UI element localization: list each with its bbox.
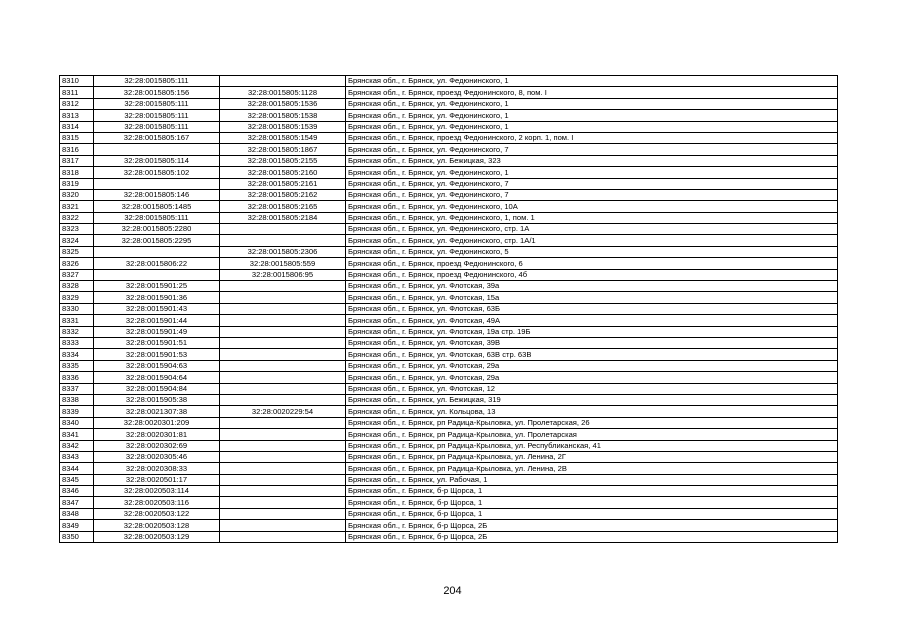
address-cell: Брянская обл., г. Брянск, ул. Флотская, 63В стр. 63В — [346, 349, 838, 360]
object-cadastral-number-cell — [220, 292, 346, 303]
address-cell: Брянская обл., г. Брянск, б-р Щорса, 2Б — [346, 520, 838, 531]
table-row — [60, 87, 838, 98]
table-row — [60, 372, 838, 383]
object-cadastral-number-cell — [220, 451, 346, 462]
row-number-cell: 8340 — [60, 417, 94, 428]
address-cell: Брянская обл., г. Брянск, ул. Федюнинского, 7 — [346, 189, 838, 200]
row-number-cell: 8346 — [60, 486, 94, 497]
row-number-cell: 8341 — [60, 429, 94, 440]
address-cell: Брянская обл., г. Брянск, проезд Федюнинского, 6 — [346, 258, 838, 269]
row-number-cell: 8350 — [60, 531, 94, 542]
address-cell: Брянская обл., г. Брянск, ул. Федюнинского, 1 — [346, 98, 838, 109]
object-cadastral-number-cell — [220, 281, 346, 292]
table-row — [60, 201, 838, 212]
address-cell: Брянская обл., г. Брянск, ул. Флотская, 49А — [346, 315, 838, 326]
cadastral-number-cell: 32:28:0015901:43 — [94, 303, 220, 314]
row-number-cell: 8330 — [60, 303, 94, 314]
table-row — [60, 212, 838, 223]
object-cadastral-number-cell — [220, 394, 346, 405]
cadastral-number-cell: 32:28:0020308:33 — [94, 463, 220, 474]
page-number: 204 — [443, 585, 462, 597]
cadastral-number-cell: 32:28:0015805:2280 — [94, 224, 220, 235]
address-cell: Брянская обл., г. Брянск, проезд Федюнинского, 2 корп. 1, пом. I — [346, 132, 838, 143]
cadastral-number-cell: 32:28:0015805:111 — [94, 212, 220, 223]
address-cell: Брянская обл., г. Брянск, ул. Флотская, 29а — [346, 360, 838, 371]
row-number-cell: 8347 — [60, 497, 94, 508]
row-number-cell: 8344 — [60, 463, 94, 474]
cadastral-number-cell: 32:28:0015805:111 — [94, 76, 220, 87]
table-row — [60, 167, 838, 178]
cadastral-number-cell: 32:28:0015805:102 — [94, 167, 220, 178]
cadastral-number-cell: 32:28:0015805:114 — [94, 155, 220, 166]
object-cadastral-number-cell — [220, 303, 346, 314]
row-number-cell: 8316 — [60, 144, 94, 155]
table-row — [60, 235, 838, 246]
table-row — [60, 292, 838, 303]
address-cell: Брянская обл., г. Брянск, ул. Федюнинского, 1, пом. 1 — [346, 212, 838, 223]
address-cell: Брянская обл., г. Брянск, ул. Федюнинского, стр. 1А/1 — [346, 235, 838, 246]
object-cadastral-number-cell — [220, 508, 346, 519]
row-number-cell: 8325 — [60, 246, 94, 257]
object-cadastral-number-cell — [220, 417, 346, 428]
property-table — [59, 75, 838, 543]
table-row — [60, 189, 838, 200]
object-cadastral-number-cell — [220, 463, 346, 474]
cadastral-number-cell: 32:28:0015805:111 — [94, 98, 220, 109]
row-number-cell: 8337 — [60, 383, 94, 394]
cadastral-number-cell: 32:28:0020302:69 — [94, 440, 220, 451]
row-number-cell: 8338 — [60, 394, 94, 405]
object-cadastral-number-cell — [220, 531, 346, 542]
table-row — [60, 349, 838, 360]
row-number-cell: 8332 — [60, 326, 94, 337]
table-row — [60, 246, 838, 257]
table-row — [60, 155, 838, 166]
row-number-cell: 8348 — [60, 508, 94, 519]
address-cell: Брянская обл., г. Брянск, ул. Флотская, 63Б — [346, 303, 838, 314]
cadastral-number-cell: 32:28:0020503:129 — [94, 531, 220, 542]
address-cell: Брянская обл., г. Брянск, ул. Федюнинского, 7 — [346, 144, 838, 155]
object-cadastral-number-cell: 32:28:0015806:95 — [220, 269, 346, 280]
cadastral-number-cell: 32:28:0015901:53 — [94, 349, 220, 360]
row-number-cell: 8315 — [60, 132, 94, 143]
cadastral-number-cell: 32:28:0015904:84 — [94, 383, 220, 394]
object-cadastral-number-cell — [220, 474, 346, 485]
row-number-cell: 8313 — [60, 110, 94, 121]
table-row — [60, 326, 838, 337]
table-row — [60, 474, 838, 485]
cadastral-number-cell: 32:28:0015805:111 — [94, 110, 220, 121]
row-number-cell: 8349 — [60, 520, 94, 531]
row-number-cell: 8343 — [60, 451, 94, 462]
table-row — [60, 508, 838, 519]
table-row — [60, 121, 838, 132]
cadastral-number-cell: 32:28:0015901:36 — [94, 292, 220, 303]
address-cell: Брянская обл., г. Брянск, ул. Флотская, 29а — [346, 372, 838, 383]
address-cell: Брянская обл., г. Брянск, ул. Федюнинского, 10А — [346, 201, 838, 212]
cadastral-number-cell: 32:28:0015806:22 — [94, 258, 220, 269]
row-number-cell: 8329 — [60, 292, 94, 303]
table-row — [60, 178, 838, 189]
table-row — [60, 440, 838, 451]
table-row — [60, 406, 838, 417]
row-number-cell: 8326 — [60, 258, 94, 269]
object-cadastral-number-cell — [220, 383, 346, 394]
object-cadastral-number-cell: 32:28:0015805:1128 — [220, 87, 346, 98]
table-row — [60, 258, 838, 269]
table-row — [60, 76, 838, 87]
object-cadastral-number-cell: 32:28:0015805:2162 — [220, 189, 346, 200]
address-cell: Брянская обл., г. Брянск, б-р Щорса, 1 — [346, 508, 838, 519]
object-cadastral-number-cell — [220, 520, 346, 531]
address-cell: Брянская обл., г. Брянск, рп Радица-Крыловка, ул. Республиканская, 41 — [346, 440, 838, 451]
object-cadastral-number-cell: 32:28:0015805:2306 — [220, 246, 346, 257]
address-cell: Брянская обл., г. Брянск, ул. Рабочая, 1 — [346, 474, 838, 485]
row-number-cell: 8317 — [60, 155, 94, 166]
address-cell: Брянская обл., г. Брянск, б-р Щорса, 2Б — [346, 531, 838, 542]
cadastral-number-cell: 32:28:0015905:38 — [94, 394, 220, 405]
object-cadastral-number-cell — [220, 429, 346, 440]
object-cadastral-number-cell — [220, 224, 346, 235]
table-row — [60, 451, 838, 462]
address-cell: Брянская обл., г. Брянск, б-р Щорса, 1 — [346, 497, 838, 508]
cadastral-number-cell: 32:28:0020501:17 — [94, 474, 220, 485]
table-row — [60, 360, 838, 371]
table-row — [60, 463, 838, 474]
address-cell: Брянская обл., г. Брянск, проезд Федюнинского, 8, пом. I — [346, 87, 838, 98]
object-cadastral-number-cell: 32:28:0015805:1867 — [220, 144, 346, 155]
row-number-cell: 8328 — [60, 281, 94, 292]
object-cadastral-number-cell — [220, 337, 346, 348]
cadastral-number-cell — [94, 144, 220, 155]
table-row — [60, 417, 838, 428]
address-cell: Брянская обл., г. Брянск, ул. Флотская, 19а стр. 19Б — [346, 326, 838, 337]
cadastral-number-cell: 32:28:0020503:122 — [94, 508, 220, 519]
cadastral-number-cell: 32:28:0015805:167 — [94, 132, 220, 143]
table-row — [60, 394, 838, 405]
object-cadastral-number-cell — [220, 235, 346, 246]
object-cadastral-number-cell — [220, 497, 346, 508]
address-cell: Брянская обл., г. Брянск, рп Радица-Крыловка, ул. Пролетарская, 26 — [346, 417, 838, 428]
row-number-cell: 8327 — [60, 269, 94, 280]
cadastral-number-cell: 32:28:0020301:81 — [94, 429, 220, 440]
address-cell: Брянская обл., г. Брянск, ул. Флотская, 39а — [346, 281, 838, 292]
object-cadastral-number-cell: 32:28:0015805:1536 — [220, 98, 346, 109]
object-cadastral-number-cell — [220, 315, 346, 326]
object-cadastral-number-cell: 32:28:0015805:2184 — [220, 212, 346, 223]
row-number-cell: 8322 — [60, 212, 94, 223]
table-row — [60, 486, 838, 497]
table-row — [60, 132, 838, 143]
cadastral-number-cell: 32:28:0015901:49 — [94, 326, 220, 337]
table-row — [60, 531, 838, 542]
row-number-cell: 8318 — [60, 167, 94, 178]
address-cell: Брянская обл., г. Брянск, ул. Федюнинского, 1 — [346, 167, 838, 178]
address-cell: Брянская обл., г. Брянск, ул. Федюнинского, 1 — [346, 76, 838, 87]
address-cell: Брянская обл., г. Брянск, ул. Бежицкая, 319 — [346, 394, 838, 405]
cadastral-number-cell: 32:28:0020305:46 — [94, 451, 220, 462]
address-cell: Брянская обл., г. Брянск, ул. Федюнинского, стр. 1А — [346, 224, 838, 235]
cadastral-number-cell: 32:28:0015805:156 — [94, 87, 220, 98]
object-cadastral-number-cell — [220, 360, 346, 371]
table-row — [60, 224, 838, 235]
table-row — [60, 303, 838, 314]
object-cadastral-number-cell — [220, 349, 346, 360]
object-cadastral-number-cell — [220, 326, 346, 337]
row-number-cell: 8324 — [60, 235, 94, 246]
table-row — [60, 269, 838, 280]
cadastral-number-cell: 32:28:0015805:111 — [94, 121, 220, 132]
cadastral-number-cell: 32:28:0020503:116 — [94, 497, 220, 508]
cadastral-number-cell: 32:28:0015901:44 — [94, 315, 220, 326]
address-cell: Брянская обл., г. Брянск, ул. Федюнинского, 5 — [346, 246, 838, 257]
table-row — [60, 110, 838, 121]
object-cadastral-number-cell — [220, 440, 346, 451]
object-cadastral-number-cell — [220, 486, 346, 497]
cadastral-number-cell: 32:28:0015805:2295 — [94, 235, 220, 246]
address-cell: Брянская обл., г. Брянск, рп Радица-Крыловка, ул. Пролетарская — [346, 429, 838, 440]
object-cadastral-number-cell: 32:28:0015805:1539 — [220, 121, 346, 132]
table-row — [60, 520, 838, 531]
row-number-cell: 8310 — [60, 76, 94, 87]
row-number-cell: 8339 — [60, 406, 94, 417]
object-cadastral-number-cell: 32:28:0015805:559 — [220, 258, 346, 269]
address-cell: Брянская обл., г. Брянск, рп Радица-Крыловка, ул. Ленина, 2В — [346, 463, 838, 474]
object-cadastral-number-cell: 32:28:0015805:2155 — [220, 155, 346, 166]
address-cell: Брянская обл., г. Брянск, ул. Флотская, 12 — [346, 383, 838, 394]
object-cadastral-number-cell: 32:28:0020229:54 — [220, 406, 346, 417]
row-number-cell: 8320 — [60, 189, 94, 200]
row-number-cell: 8321 — [60, 201, 94, 212]
table-row — [60, 315, 838, 326]
cadastral-number-cell: 32:28:0015904:63 — [94, 360, 220, 371]
object-cadastral-number-cell: 32:28:0015805:2161 — [220, 178, 346, 189]
address-cell: Брянская обл., г. Брянск, рп Радица-Крыловка, ул. Ленина, 2Г — [346, 451, 838, 462]
row-number-cell: 8314 — [60, 121, 94, 132]
row-number-cell: 8333 — [60, 337, 94, 348]
row-number-cell: 8311 — [60, 87, 94, 98]
object-cadastral-number-cell: 32:28:0015805:2160 — [220, 167, 346, 178]
row-number-cell: 8331 — [60, 315, 94, 326]
object-cadastral-number-cell: 32:28:0015805:1538 — [220, 110, 346, 121]
cadastral-number-cell — [94, 246, 220, 257]
address-cell: Брянская обл., г. Брянск, б-р Щорса, 1 — [346, 486, 838, 497]
address-cell: Брянская обл., г. Брянск, ул. Бежицкая, 323 — [346, 155, 838, 166]
cadastral-number-cell: 32:28:0015805:1485 — [94, 201, 220, 212]
object-cadastral-number-cell: 32:28:0015805:1549 — [220, 132, 346, 143]
cadastral-number-cell: 32:28:0020301:209 — [94, 417, 220, 428]
table-row — [60, 144, 838, 155]
cadastral-number-cell: 32:28:0015901:25 — [94, 281, 220, 292]
address-cell: Брянская обл., г. Брянск, ул. Федюнинского, 1 — [346, 110, 838, 121]
cadastral-number-cell: 32:28:0020503:114 — [94, 486, 220, 497]
address-cell: Брянская обл., г. Брянск, ул. Флотская, 39В — [346, 337, 838, 348]
address-cell: Брянская обл., г. Брянск, ул. Федюнинского, 7 — [346, 178, 838, 189]
cadastral-number-cell: 32:28:0015901:51 — [94, 337, 220, 348]
row-number-cell: 8312 — [60, 98, 94, 109]
address-cell: Брянская обл., г. Брянск, ул. Флотская, 15а — [346, 292, 838, 303]
address-cell: Брянская обл., г. Брянск, ул. Федюнинского, 1 — [346, 121, 838, 132]
table-row — [60, 98, 838, 109]
address-cell: Брянская обл., г. Брянск, проезд Федюнинского, 4б — [346, 269, 838, 280]
cadastral-number-cell: 32:28:0015904:64 — [94, 372, 220, 383]
row-number-cell: 8319 — [60, 178, 94, 189]
object-cadastral-number-cell: 32:28:0015805:2165 — [220, 201, 346, 212]
row-number-cell: 8334 — [60, 349, 94, 360]
row-number-cell: 8336 — [60, 372, 94, 383]
row-number-cell: 8323 — [60, 224, 94, 235]
cadastral-number-cell — [94, 269, 220, 280]
row-number-cell: 8342 — [60, 440, 94, 451]
object-cadastral-number-cell — [220, 372, 346, 383]
table-row — [60, 497, 838, 508]
cadastral-number-cell: 32:28:0020503:128 — [94, 520, 220, 531]
property-table-body — [60, 76, 838, 543]
object-cadastral-number-cell — [220, 76, 346, 87]
cadastral-number-cell — [94, 178, 220, 189]
table-row — [60, 281, 838, 292]
table-row — [60, 383, 838, 394]
address-cell: Брянская обл., г. Брянск, ул. Кольцова, 13 — [346, 406, 838, 417]
row-number-cell: 8345 — [60, 474, 94, 485]
cadastral-number-cell: 32:28:0015805:146 — [94, 189, 220, 200]
table-row — [60, 337, 838, 348]
table-row — [60, 429, 838, 440]
row-number-cell: 8335 — [60, 360, 94, 371]
cadastral-number-cell: 32:28:0021307:38 — [94, 406, 220, 417]
